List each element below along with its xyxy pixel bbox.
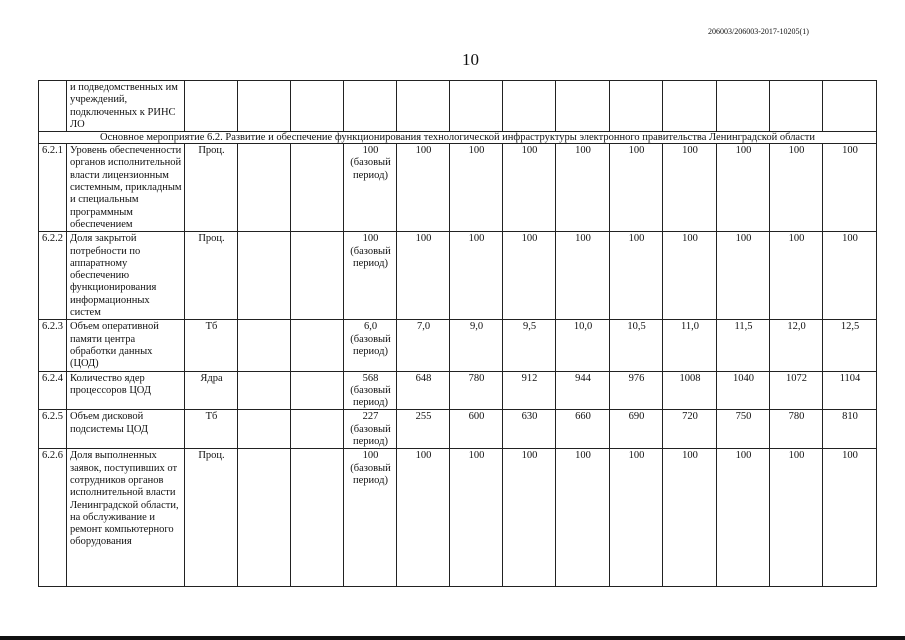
section-title: Основное мероприятие 6.2. Развитие и обеспечение функционирования технологической инфраструктуры электронного правительства Ленинградской области bbox=[39, 132, 877, 144]
indicators-table bbox=[38, 80, 877, 587]
cell-value: 1072 bbox=[770, 371, 823, 410]
cell-value: 100 bbox=[610, 232, 663, 320]
cell-value: 100 bbox=[503, 449, 556, 587]
cell-value: 780 bbox=[450, 371, 503, 410]
table-row bbox=[39, 320, 877, 371]
cell-value: 100 bbox=[770, 449, 823, 587]
cell-empty bbox=[238, 410, 291, 449]
cell-value: 10,5 bbox=[610, 320, 663, 371]
cell-value: 10,0 bbox=[556, 320, 610, 371]
cell-value: 100 bbox=[503, 232, 556, 320]
cell-value: 9,0 bbox=[450, 320, 503, 371]
cell-value: 100 bbox=[503, 144, 556, 232]
cell-empty bbox=[291, 320, 344, 371]
cell-value: 100 bbox=[556, 232, 610, 320]
cell-value: 100 bbox=[663, 449, 717, 587]
page-number: 10 bbox=[462, 50, 479, 69]
cell-empty bbox=[291, 449, 344, 587]
cell-value: 600 bbox=[450, 410, 503, 449]
table-row bbox=[39, 449, 877, 587]
cell-value: 100 bbox=[823, 232, 877, 320]
cell-value: 7,0 bbox=[397, 320, 450, 371]
cell-value: 660 bbox=[556, 410, 610, 449]
cell-value: 976 bbox=[610, 371, 663, 410]
cell-value: 12,5 bbox=[823, 320, 877, 371]
table-row bbox=[39, 144, 877, 232]
cell-num: 6.2.6 bbox=[39, 449, 67, 587]
cell-value: 1104 bbox=[823, 371, 877, 410]
cell-value: 944 bbox=[556, 371, 610, 410]
section-row bbox=[39, 132, 877, 144]
cell-base bbox=[344, 371, 397, 410]
base-note: (базовый период) bbox=[350, 333, 391, 357]
cell-value: 912 bbox=[503, 371, 556, 410]
cell-base bbox=[344, 144, 397, 232]
cell-base bbox=[344, 232, 397, 320]
cell-value: 100 bbox=[717, 144, 770, 232]
cell-num: 6.2.3 bbox=[39, 320, 67, 371]
base-note: (базовый период) bbox=[350, 462, 391, 486]
cell-empty bbox=[238, 232, 291, 320]
cell-name: и подведомственных им учреждений, подключенных к РИНС ЛО bbox=[67, 81, 185, 132]
cell-value: 100 bbox=[450, 144, 503, 232]
table-row bbox=[39, 410, 877, 449]
base-note: (базовый период) bbox=[350, 384, 391, 409]
cell-value: 100 bbox=[663, 232, 717, 320]
cell-base bbox=[344, 410, 397, 449]
cell-value: 100 bbox=[770, 232, 823, 320]
cell-value: 100 bbox=[770, 144, 823, 232]
base-note: (базовый период) bbox=[350, 423, 391, 448]
cell-empty bbox=[238, 371, 291, 410]
cell-name: Доля выполненных заявок, поступивших от сотрудников органов исполнительной власти Ленинградской области, на обслуживание и ремонт компьютерного оборудования bbox=[67, 449, 185, 587]
cell-value: 100 bbox=[450, 232, 503, 320]
cell-value: 9,5 bbox=[503, 320, 556, 371]
cell-value: 100 bbox=[450, 449, 503, 587]
cell-name: Объем дисковой подсистемы ЦОД bbox=[67, 410, 185, 449]
cell-empty bbox=[238, 449, 291, 587]
cell-unit: Ядра bbox=[185, 371, 238, 410]
cell-base bbox=[344, 320, 397, 371]
table-row bbox=[39, 371, 877, 410]
cell-value: 100 bbox=[556, 144, 610, 232]
cell-name: Доля закрытой потребности по аппаратному обеспечению функционирования информационных систем bbox=[67, 232, 185, 320]
table-row bbox=[39, 232, 877, 320]
cell-num: 6.2.1 bbox=[39, 144, 67, 232]
cell-empty bbox=[291, 232, 344, 320]
cell-num: 6.2.5 bbox=[39, 410, 67, 449]
cell-base bbox=[344, 449, 397, 587]
cell-value: 648 bbox=[397, 371, 450, 410]
base-note: (базовый период) bbox=[350, 245, 391, 269]
cell-value: 750 bbox=[717, 410, 770, 449]
cell-unit: Тб bbox=[185, 410, 238, 449]
document-id: 206003/206003-2017-10205(1) bbox=[708, 27, 809, 36]
cell-value: 100 bbox=[610, 449, 663, 587]
cell-value: 100 bbox=[610, 144, 663, 232]
cell-value: 1008 bbox=[663, 371, 717, 410]
cell-value: 100 bbox=[823, 144, 877, 232]
cell-empty bbox=[238, 320, 291, 371]
cell-value: 1040 bbox=[717, 371, 770, 410]
cell-num bbox=[39, 81, 67, 132]
continued-row bbox=[39, 81, 877, 132]
cell-unit: Проц. bbox=[185, 449, 238, 587]
cell-name: Уровень обеспеченности органов исполнительной власти лицензионным системным, прикладным и специальным программным обеспечением bbox=[67, 144, 185, 232]
cell-name: Количество ядер процессоров ЦОД bbox=[67, 371, 185, 410]
cell-value: 100 bbox=[823, 449, 877, 587]
cell-value: 11,0 bbox=[663, 320, 717, 371]
cell-value: 780 bbox=[770, 410, 823, 449]
cell-value: 100 bbox=[397, 144, 450, 232]
cell-value: 255 bbox=[397, 410, 450, 449]
cell-value: 11,5 bbox=[717, 320, 770, 371]
base-note: (базовый период) bbox=[350, 157, 391, 181]
cell-empty bbox=[238, 144, 291, 232]
scan-edge bbox=[0, 636, 905, 640]
cell-value: 100 bbox=[397, 232, 450, 320]
cell-num: 6.2.4 bbox=[39, 371, 67, 410]
cell-num: 6.2.2 bbox=[39, 232, 67, 320]
cell-value: 810 bbox=[823, 410, 877, 449]
cell-value: 100 bbox=[556, 449, 610, 587]
base-value: 100 bbox=[362, 233, 379, 245]
cell-name: Объем оперативной памяти центра обработки данных (ЦОД) bbox=[67, 320, 185, 371]
cell-empty bbox=[291, 410, 344, 449]
cell-empty bbox=[291, 371, 344, 410]
base-value: 6,0 bbox=[363, 321, 378, 333]
cell-value: 630 bbox=[503, 410, 556, 449]
base-value: 227 bbox=[362, 411, 379, 423]
cell-value: 690 bbox=[610, 410, 663, 449]
cell-empty bbox=[291, 144, 344, 232]
cell-value: 12,0 bbox=[770, 320, 823, 371]
cell-unit: Проц. bbox=[185, 232, 238, 320]
cell-unit: Тб bbox=[185, 320, 238, 371]
cell-unit: Проц. bbox=[185, 144, 238, 232]
base-value: 568 bbox=[362, 372, 379, 384]
cell-value: 100 bbox=[397, 449, 450, 587]
cell-value: 720 bbox=[663, 410, 717, 449]
base-value: 100 bbox=[362, 450, 379, 462]
cell-value: 100 bbox=[663, 144, 717, 232]
cell-value: 100 bbox=[717, 449, 770, 587]
cell-value: 100 bbox=[717, 232, 770, 320]
base-value: 100 bbox=[362, 145, 379, 157]
